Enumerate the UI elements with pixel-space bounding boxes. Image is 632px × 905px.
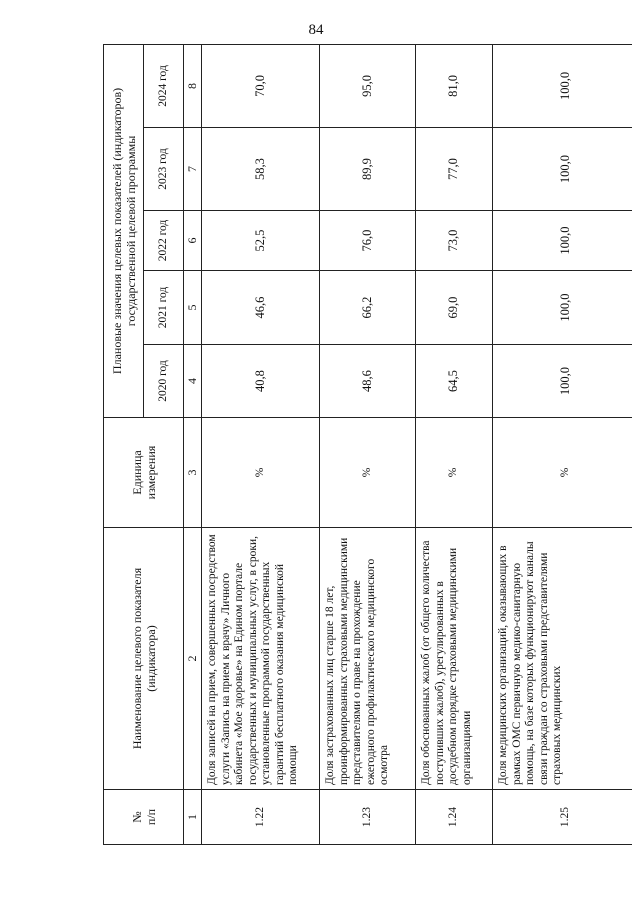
value-2024: 95,0: [320, 44, 416, 127]
unit-cell: %: [493, 418, 632, 528]
header-year: 2021 год: [144, 271, 184, 345]
table-row: [202, 44, 320, 844]
value-2020: 48,6: [320, 345, 416, 418]
row-number: 1.24: [416, 790, 493, 845]
indicator-name: Доля застрахованных лиц старше 18 лет, проинформированных страховыми медицинскими представителями о праве на прохождение ежегодного профилактического медицинского осмотра: [320, 528, 416, 790]
value-2023: 58,3: [202, 128, 320, 211]
column-index: 2: [184, 528, 202, 790]
value-2020: 40,8: [202, 345, 320, 418]
value-2022: 76,0: [320, 211, 416, 271]
value-2023: 77,0: [416, 128, 493, 211]
header-name: Наименование целевого показателя (индикатора): [104, 528, 184, 790]
value-2023: 89,9: [320, 128, 416, 211]
header-year: 2023 год: [144, 128, 184, 211]
value-2022: 73,0: [416, 211, 493, 271]
column-index: 8: [184, 44, 202, 127]
indicator-name: Доля записей на прием, совершенных посредством услуги «Запись на прием к врачу» Личного кабинета «Мое здоровье» на Едином портале государственных и муниципальных услуг, в сроки, установленные программой государственных гарантий бесплатного оказания медицинской помощи: [202, 528, 320, 790]
value-2022: 52,5: [202, 211, 320, 271]
value-2021: 66,2: [320, 271, 416, 345]
value-2022: 100,0: [493, 211, 632, 271]
column-index: 4: [184, 345, 202, 418]
header-planned-values: Плановые значения целевых показателей (индикаторов) государственной целевой программы: [104, 44, 144, 417]
value-2020: 100,0: [493, 345, 632, 418]
row-number: 1.25: [493, 790, 632, 845]
row-number: 1.23: [320, 790, 416, 845]
header-year: 2020 год: [144, 345, 184, 418]
table-row: [320, 44, 416, 844]
indicators-table-rotated: [103, 45, 632, 845]
column-index-row: [184, 44, 202, 844]
unit-cell: %: [416, 418, 493, 528]
header-unit: Единица измерения: [104, 418, 184, 528]
value-2024: 100,0: [493, 44, 632, 127]
unit-cell: %: [320, 418, 416, 528]
table-row: [493, 44, 632, 844]
value-2024: 70,0: [202, 44, 320, 127]
column-index: 7: [184, 128, 202, 211]
value-2021: 46,6: [202, 271, 320, 345]
column-index: 1: [184, 790, 202, 845]
value-2020: 64,5: [416, 345, 493, 418]
header-year: 2022 год: [144, 211, 184, 271]
row-number: 1.22: [202, 790, 320, 845]
value-2024: 81,0: [416, 44, 493, 127]
indicator-name: Доля медицинских организаций, оказывающих в рамках ОМС первичную медико-санитарную помощь, на базе которых функционируют каналы связи граждан со страховыми представителями страховых медицинских: [493, 528, 632, 790]
column-index: 5: [184, 271, 202, 345]
header-num: № п/п: [104, 790, 184, 845]
header-year: 2024 год: [144, 44, 184, 127]
indicators-table: [103, 44, 632, 845]
unit-cell: %: [202, 418, 320, 528]
indicator-name: Доля обоснованных жалоб (от общего количества поступивших жалоб), урегулированных в досудебном порядке страховыми медицинскими организациями: [416, 528, 493, 790]
value-2021: 100,0: [493, 271, 632, 345]
column-index: 6: [184, 211, 202, 271]
value-2023: 100,0: [493, 128, 632, 211]
value-2021: 69,0: [416, 271, 493, 345]
table-row: [416, 44, 493, 844]
page-number: 84: [308, 22, 324, 38]
column-index: 3: [184, 418, 202, 528]
